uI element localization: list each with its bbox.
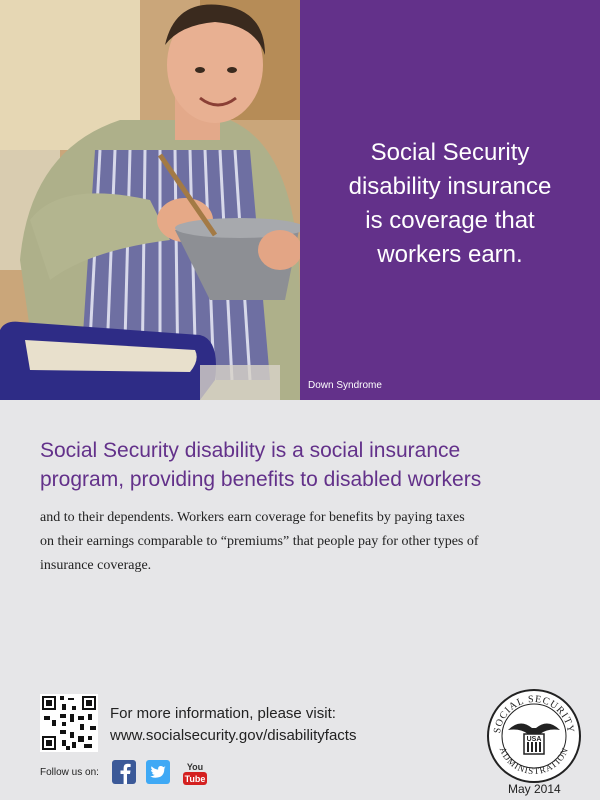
seal-bottom-text: ADMINISTRATION xyxy=(497,745,571,777)
facebook-icon[interactable] xyxy=(112,760,136,784)
photo-caption: Down Syndrome xyxy=(308,380,382,391)
body-line: and to their dependents. Workers earn coverage for benefits by paying taxes xyxy=(40,510,465,525)
twitter-icon[interactable] xyxy=(146,760,170,784)
qr-code[interactable] xyxy=(40,694,98,752)
website-link[interactable]: www.socialsecurity.gov/disabilityfacts xyxy=(110,727,357,744)
seal-center-text: USA xyxy=(526,736,542,743)
man-cooking-photo xyxy=(0,0,300,400)
headline xyxy=(320,136,580,272)
youtube-label-bottom: Tube xyxy=(184,774,206,784)
headline-line: is coverage that xyxy=(365,207,535,234)
visit-text: For more information, please visit: xyxy=(110,705,336,722)
youtube-label-top: You xyxy=(186,762,204,772)
body-line: on their earnings comparable to “premiums” that people pay for other types of xyxy=(40,534,479,549)
headline-line: workers earn. xyxy=(377,241,523,268)
headline-line: Social Security xyxy=(370,139,530,166)
youtube-icon[interactable] xyxy=(182,760,206,784)
body-paragraph xyxy=(40,506,560,578)
lead-line: program, providing benefits to disabled workers xyxy=(40,468,482,491)
body-line: insurance coverage. xyxy=(40,558,152,573)
headline-line: disability insurance xyxy=(348,173,552,200)
publication-date: May 2014 xyxy=(508,782,561,796)
seal-top-text: SOCIAL SECURITY xyxy=(492,693,577,735)
ssa-seal xyxy=(486,688,582,784)
lead-paragraph xyxy=(40,436,570,494)
follow-label: Follow us on: xyxy=(40,767,99,778)
lead-line: Social Security disability is a social insurance xyxy=(40,439,461,462)
